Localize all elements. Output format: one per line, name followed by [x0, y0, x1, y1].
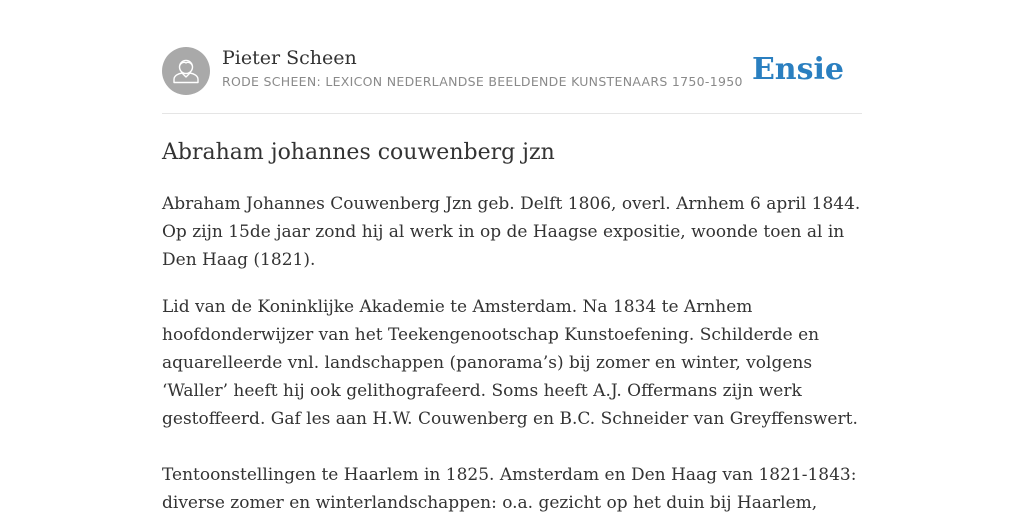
article-header: [162, 46, 862, 98]
article-title: Abraham johannes couwenberg jzn: [162, 140, 555, 165]
article-body: [162, 190, 862, 512]
author-name[interactable]: Pieter Scheen: [222, 47, 357, 69]
user-avatar-icon: [162, 47, 210, 95]
source-title[interactable]: RODE SCHEEN: LEXICON NEDERLANDSE BEELDENDE KUNSTENAARS 1750-1950: [222, 74, 743, 89]
article-paragraph-1: Abraham Johannes Couwenberg Jzn geb. Delft 1806, overl. Arnhem 6 april 1844. Op zijn 15de jaar zond hij al werk in op de Haagse expositie, woonde toen al in Den Haag (1821).: [162, 194, 861, 270]
ensie-logo[interactable]: Ensie: [751, 52, 844, 87]
author-avatar[interactable]: [162, 47, 210, 95]
article-paragraph-3: Tentoonstellingen te Haarlem in 1825. Amsterdam en Den Haag van 1821-1843: diverse zomer en winterlandschappen: o.a. gezicht op het duin bij Haarlem,: [162, 465, 857, 512]
article-paragraph-2: Lid van de Koninklijke Akademie te Amsterdam. Na 1834 te Arnhem hoofdonderwijzer van het Teekengenootschap Kunstoefening. Schilderde en aquarelleerde vnl. landschappen (panorama’s) bij zomer en winter, volgens ‘Waller’ heeft hij ook gelithografeerd. Soms heeft A.J. Offermans zijn werk gestoffeerd. Gaf les aan H.W. Couwenberg en B.C. Schneider van Greyffenswert.: [162, 297, 858, 429]
header-divider: [162, 113, 862, 114]
